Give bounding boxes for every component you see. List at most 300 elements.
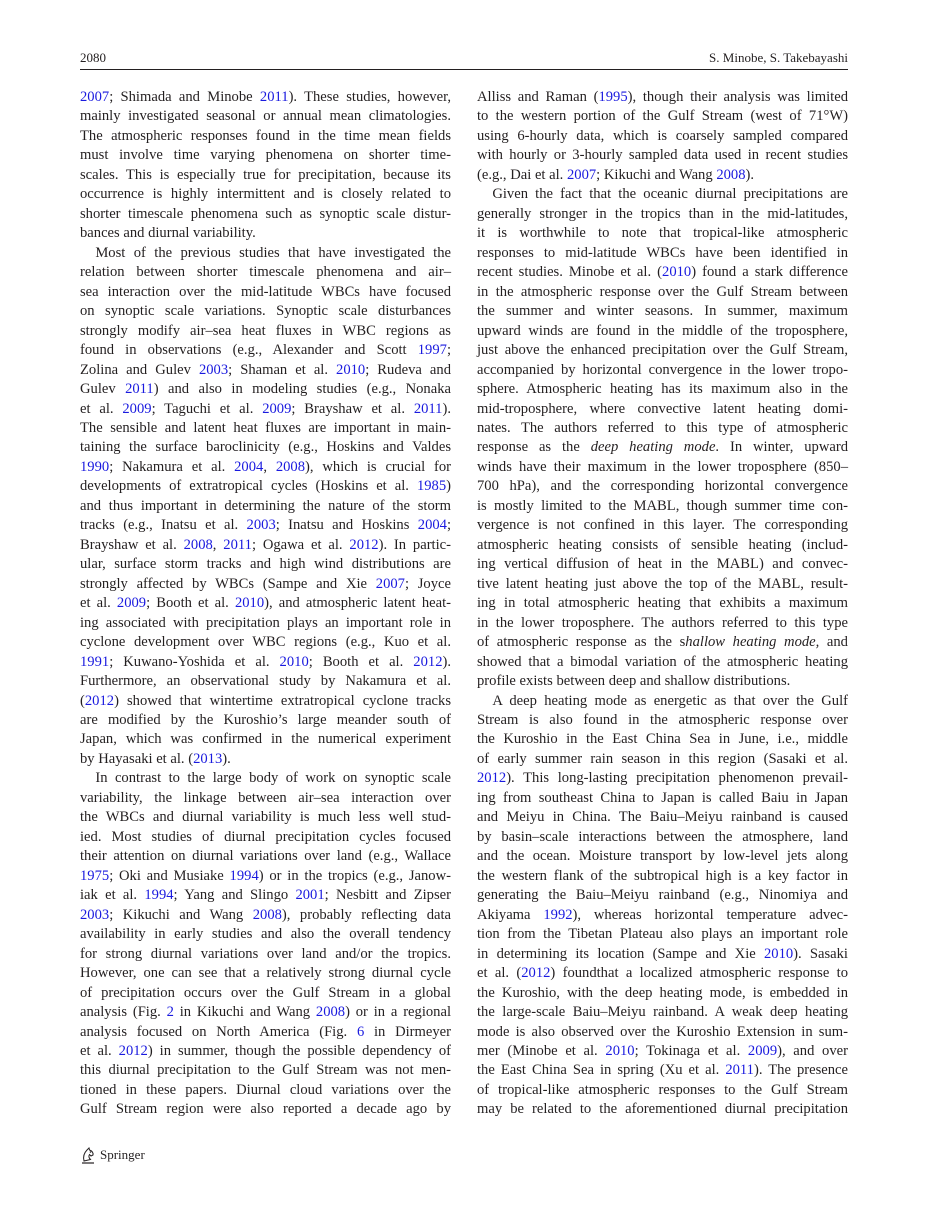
text-run: mode is also observed over the Kuroshio Extension in sum- <box>477 1023 848 1040</box>
text-run: the WBCs and diurnal variability is much less well stud- <box>80 809 451 826</box>
text-run: availability in early studies and also the overall tendency <box>80 926 451 943</box>
text-line <box>80 88 451 107</box>
text-run: ). These studies, however, <box>288 89 451 105</box>
text-line <box>80 166 451 185</box>
text-line <box>80 419 451 438</box>
text-line <box>477 750 848 769</box>
text-line <box>80 516 451 535</box>
citation-link[interactable]: 2007 <box>375 575 405 592</box>
text-run: and the ocean. Moisture transport by low-level jets along <box>477 848 848 865</box>
text-run: ) and also in modeling studies (e.g., Nonaka <box>153 381 451 398</box>
text-run: ) showed that wintertime extratropical cyclone tracks <box>114 692 451 709</box>
text-run: ; Taguchi et al. <box>151 400 263 417</box>
citation-link[interactable]: 2009 <box>747 1042 778 1059</box>
text-run: ing in total atmospheric heating that exhibits a maximum <box>477 595 848 612</box>
text-run: responses to mid-latitude WBCs have been identified in <box>477 244 848 261</box>
text-run: and <box>819 634 848 651</box>
citation-link[interactable]: 2007 <box>566 166 597 183</box>
text-run: of atmospheric response as the s <box>477 634 686 651</box>
text-line <box>80 711 451 730</box>
text-run: scales. This is especially true for precipitation, because its <box>80 166 451 183</box>
text-run: ; Shimada and Minobe <box>109 89 260 105</box>
text-line <box>477 984 848 1003</box>
text-run: tracks (e.g., Inatsu et al. <box>80 517 247 534</box>
text-line <box>477 633 848 652</box>
text-line <box>477 380 848 399</box>
text-run: accompanied by horizontal convergence in the lower tropo- <box>477 361 848 378</box>
text-line <box>80 1003 451 1022</box>
text-run: winds have their maximum in the lower troposphere (850– <box>477 458 848 475</box>
paragraph <box>477 692 848 1120</box>
text-line <box>80 224 451 243</box>
text-run: ) <box>446 478 451 495</box>
text-run: The atmospheric responses found in the time mean fields <box>80 127 451 144</box>
text-line <box>477 1081 848 1100</box>
text-line <box>477 1100 848 1119</box>
text-run: ; <box>446 517 452 534</box>
text-run: iak et al. <box>80 887 145 904</box>
text-run: mer (Minobe et al. <box>477 1042 606 1059</box>
text-line <box>477 458 848 477</box>
text-line <box>477 730 848 749</box>
citation-link[interactable]: 2012 <box>477 770 507 787</box>
paragraph <box>80 244 451 770</box>
text-run: Gulf Stream region were also reported a decade ago by <box>80 1101 451 1118</box>
text-line <box>477 653 848 672</box>
text-line <box>477 224 848 243</box>
text-run: using 6-hourly data, which is coarsely sampled compared <box>477 127 848 144</box>
left-column <box>80 88 451 1120</box>
text-run: showed that a bimodal variation of the atmospheric heating <box>477 653 848 670</box>
text-run: ). <box>745 166 755 183</box>
text-run: ), which is crucial for <box>305 458 452 475</box>
citation-link[interactable]: 1994 <box>229 867 259 884</box>
citation-link[interactable]: 2008 <box>716 166 746 183</box>
text-run: , <box>263 458 276 475</box>
text-line <box>477 438 848 457</box>
text-run: et al. <box>80 400 123 417</box>
header-rule <box>80 69 848 70</box>
text-line <box>477 88 848 107</box>
text-line <box>477 419 848 438</box>
text-line <box>477 1061 848 1080</box>
citation-link[interactable]: 2001 <box>295 887 325 904</box>
text-line <box>477 146 848 165</box>
text-run: ; Nesbitt and Zipser <box>324 887 451 904</box>
text-run: ing associated with precipitation plays an important role in <box>80 614 451 631</box>
text-run: strongly modify air–sea heat fluxes in WBC regions as <box>80 322 451 339</box>
text-run: et al. ( <box>477 965 522 982</box>
text-run: tioned in these papers. Diurnal cloud variations over the <box>80 1081 451 1098</box>
text-line <box>80 361 451 380</box>
paragraph <box>80 769 451 1119</box>
text-run: Zolina and Gulev <box>80 361 199 378</box>
text-run: ; Yang and Slingo <box>173 887 296 904</box>
text-run: found in observations (e.g., Alexander and Scott <box>80 342 418 359</box>
text-run: with hourly or 3-hourly sampled data used in recent studies <box>477 147 848 164</box>
text-run: ; Tokinaga et al. <box>634 1042 748 1059</box>
text-run: and thus important in determining the nature of the storm <box>80 497 451 514</box>
citation-link[interactable]: 2011 <box>413 400 443 417</box>
text-line <box>80 964 451 983</box>
text-run: (e.g., Dai et al. <box>477 166 567 183</box>
text-run: ), whereas horizontal temperature advec- <box>572 906 848 923</box>
text-run: mid-troposphere, where convective latent heating domi- <box>477 400 848 417</box>
text-run: ing vertical diffusion of heat in the MABL) and convec- <box>477 556 848 573</box>
text-run: upward winds are found in the middle of the troposphere, <box>477 322 848 339</box>
text-run: ). Sasaki <box>793 945 848 962</box>
citation-link[interactable]: 2004 <box>234 458 264 475</box>
text-line <box>477 166 848 185</box>
text-line <box>477 828 848 847</box>
text-run: strongly affected by WBCs (Sampe and Xie <box>80 575 376 592</box>
text-run: ), though their analysis was limited <box>627 89 849 105</box>
text-run: ; Brayshaw et al. <box>291 400 414 417</box>
text-run: ; Joyce <box>404 575 451 592</box>
citation-link[interactable]: 1997 <box>417 342 447 359</box>
citation-link[interactable]: 2012 <box>118 1042 148 1059</box>
text-run: Brayshaw et al. <box>80 536 184 553</box>
text-run: The sensible and latent heat fluxes are important in main- <box>80 419 451 436</box>
citation-link[interactable]: 1992 <box>543 906 573 923</box>
text-line <box>477 1003 848 1022</box>
text-line <box>80 828 451 847</box>
text-run: ; Booth et al. <box>146 595 235 612</box>
text-line <box>80 302 451 321</box>
text-run: recent studies. Minobe et al. ( <box>477 264 663 281</box>
text-run: et al. <box>80 1042 119 1059</box>
text-line <box>80 205 451 224</box>
text-run: ). The presence <box>753 1062 849 1079</box>
text-run: nates. The authors referred to this type of atmospheric <box>477 419 848 436</box>
text-line <box>80 497 451 516</box>
text-line <box>80 633 451 652</box>
citation-link[interactable]: 1991 <box>80 653 110 670</box>
text-run: response as the <box>477 439 591 456</box>
page-number: 2080 <box>80 50 106 65</box>
text-line <box>477 107 848 126</box>
text-line <box>80 244 451 263</box>
text-run: A deep heating mode as energetic as that over the Gulf <box>492 692 848 709</box>
citation-link[interactable]: 2003 <box>80 906 110 923</box>
text-run: ; Ogawa et al. <box>251 536 350 553</box>
citation-link[interactable]: 2012 <box>413 653 443 670</box>
text-line <box>477 341 848 360</box>
text-line <box>80 789 451 808</box>
text-line <box>80 322 451 341</box>
text-line <box>477 575 848 594</box>
text-line <box>80 730 451 749</box>
citation-link[interactable]: 2010 <box>279 653 309 670</box>
text-run: in the lower troposphere. The authors referred to this type <box>477 614 848 631</box>
text-run: relation between shorter timescale phenomena and air– <box>80 264 451 281</box>
citation-link[interactable]: 2003 <box>246 517 276 534</box>
citation-link[interactable]: 2011 <box>259 89 289 105</box>
text-run: it is worthwhile to note that tropical-like atmospheric <box>477 225 848 242</box>
text-run: taining the surface baroclinicity (e.g., Hoskins and Valdes <box>80 439 451 456</box>
text-run: ) found a stark difference <box>691 264 848 281</box>
text-run: bances and diurnal variability. <box>80 225 256 242</box>
text-line <box>80 380 451 399</box>
text-run: Most of the previous studies that have investigated the <box>95 244 451 261</box>
citation-link[interactable]: 2007 <box>80 89 110 105</box>
text-run: analysis focused on North America (Fig. <box>80 1023 357 1040</box>
text-run: Stream is also found in the atmospheric response over <box>477 712 848 728</box>
text-line <box>477 769 848 788</box>
text-line <box>477 692 848 711</box>
text-line <box>80 263 451 282</box>
text-run: However, one can see that a relatively strong diurnal cycle <box>80 965 451 982</box>
citation-link[interactable]: 2008 <box>315 1004 346 1021</box>
text-run: ) or in a regional <box>345 1004 452 1021</box>
text-line <box>477 497 848 516</box>
text-line <box>80 575 451 594</box>
citation-link[interactable]: 2011 <box>125 381 154 398</box>
text-line <box>477 906 848 925</box>
text-run: ; <box>446 342 451 359</box>
text-run: vergence is not confined in this layer. The corresponding <box>477 517 848 534</box>
text-run: ing from southeast China to Japan is called Baiu in Japan <box>477 789 848 806</box>
text-run: in determining its location (Sampe and Xie <box>477 945 764 962</box>
text-run: ). <box>442 653 451 670</box>
text-line <box>80 614 451 633</box>
text-run: ) foundthat a localized atmospheric response to <box>550 965 848 982</box>
text-run: ; Oki and Musiake <box>109 867 230 884</box>
text-line <box>80 477 451 496</box>
text-line <box>80 146 451 165</box>
citation-link[interactable]: 2003 <box>198 361 229 378</box>
text-run: must involve time varying phenomena on shorter time- <box>80 147 451 164</box>
text-run: the large-scale Baiu–Meiyu rainband. A weak deep heating <box>477 1004 848 1021</box>
text-line <box>477 516 848 535</box>
citation-link[interactable]: 6 <box>356 1023 365 1040</box>
text-line <box>477 925 848 944</box>
text-line <box>477 400 848 419</box>
text-run: on synoptic scale variations. Synoptic scale disturbances <box>80 303 451 320</box>
citation-link[interactable]: 2012 <box>521 965 551 982</box>
text-run: Given the fact that the oceanic diurnal precipitations are <box>492 186 848 203</box>
citation-link[interactable]: 2010 <box>763 945 794 962</box>
text-line <box>477 244 848 263</box>
text-run: just above the enhanced precipitation over the Gulf Stream, <box>477 342 848 359</box>
text-run: in Kikuchi and Wang <box>173 1004 316 1021</box>
text-run: ). <box>222 750 231 767</box>
text-run: tive latent heating just above the top of the MABL, result- <box>477 575 848 592</box>
italic-term: deep heating mode <box>590 439 716 456</box>
text-line <box>477 711 848 730</box>
text-run: the Kuroshio in the East China Sea in June, i.e., middle <box>477 731 848 748</box>
text-line <box>80 906 451 925</box>
text-run: variability, the linkage between air–sea interaction over <box>80 789 451 806</box>
text-line <box>80 458 451 477</box>
text-line <box>477 808 848 827</box>
text-line <box>477 322 848 341</box>
text-run: generating the Baiu–Meiyu rainband (e.g., Ninomiya and <box>477 887 848 904</box>
text-line <box>477 361 848 380</box>
citation-link[interactable]: 2009 <box>122 400 152 417</box>
text-line <box>80 185 451 204</box>
text-run: shorter timescale phenomena such as synoptic scale distur- <box>80 205 451 222</box>
citation-link[interactable]: 2010 <box>605 1042 635 1059</box>
text-run: in the atmospheric response over the Gulf Stream between <box>477 283 848 300</box>
text-run: of precipitation occurs over the Gulf Stream in a global <box>80 984 451 1001</box>
text-run: ). This long-lasting precipitation phenomenon prevail- <box>506 770 848 787</box>
paragraph <box>477 185 848 691</box>
citation-link[interactable]: 2010 <box>662 264 692 281</box>
text-run: sea interaction over the mid-latitude WBCs have focused <box>80 283 451 300</box>
text-run: ; Nakamura et al. <box>109 458 235 475</box>
text-line <box>80 1042 451 1061</box>
text-line <box>80 438 451 457</box>
text-line <box>477 964 848 983</box>
text-line <box>477 594 848 613</box>
text-run: of tropical-like atmospheric responses to the Gulf Stream <box>477 1081 848 1098</box>
text-line <box>80 867 451 886</box>
text-line <box>477 1042 848 1061</box>
text-line <box>477 867 848 886</box>
paragraph <box>80 88 451 244</box>
citation-link[interactable]: 2009 <box>262 400 292 417</box>
text-run: ; Kikuchi and Wang <box>109 906 253 923</box>
text-line <box>80 925 451 944</box>
text-line <box>477 886 848 905</box>
text-run: , <box>212 536 224 553</box>
text-run: Alliss and Raman ( <box>477 89 599 105</box>
text-line <box>80 692 451 711</box>
text-run: Gulev <box>80 381 126 398</box>
text-line <box>80 672 451 691</box>
citation-link[interactable]: 2012 <box>349 536 379 553</box>
text-run: ), and over <box>777 1042 848 1059</box>
text-run: by Hayasaki et al. ( <box>80 750 194 767</box>
text-run: the western flank of the subtropical high is a key factor in <box>477 867 848 884</box>
text-run: may be related to the aforementioned diurnal precipitation <box>477 1101 848 1118</box>
text-line <box>80 536 451 555</box>
text-run: ), and atmospheric latent heat- <box>264 595 451 612</box>
text-line <box>477 945 848 964</box>
text-run: analysis (Fig. <box>80 1004 167 1021</box>
text-run: and Meiyu in China. The Baiu–Meiyu rainband is caused <box>477 809 848 826</box>
citation-link[interactable]: 2013 <box>193 750 223 767</box>
text-run: by basin–scale interactions between the atmosphere, land <box>477 828 848 845</box>
running-header <box>80 50 848 70</box>
citation-link[interactable]: 2008 <box>275 458 305 475</box>
text-run: tion from the Tibetan Plateau also plays an important role <box>477 926 848 943</box>
citation-link[interactable]: 2 <box>166 1004 174 1021</box>
springer-horse-logo-icon <box>80 1147 96 1164</box>
citation-link[interactable]: 2008 <box>183 536 213 553</box>
text-run: 700 hPa), and the corresponding horizontal convergence <box>477 478 848 495</box>
citation-link[interactable]: 1995 <box>598 89 628 105</box>
text-run: ; Rudeva and <box>365 361 451 378</box>
text-line <box>477 127 848 146</box>
text-run: profile exists between deep and shallow distributions. <box>477 673 791 690</box>
text-run: ). In partic- <box>378 536 451 553</box>
paragraph <box>477 88 848 185</box>
text-run: this diurnal precipitation to the Gulf Stream was not men- <box>80 1062 451 1079</box>
text-run: ; Kuwano-Yoshida et al. <box>109 653 280 670</box>
text-line <box>80 107 451 126</box>
text-run: ; Shaman et al. <box>228 361 337 378</box>
citation-link[interactable]: 2011 <box>725 1062 754 1079</box>
text-run: In contrast to the large body of work on synoptic scale <box>95 770 451 787</box>
text-line <box>80 1061 451 1080</box>
text-run: occurrence is highly intermittent and is closely related to <box>80 186 451 203</box>
text-run: developments of extratropical cycles (Hoskins et al. <box>80 478 417 495</box>
text-line <box>80 283 451 302</box>
text-run: ied. Most studies of diurnal precipitation cycles focused <box>80 828 451 845</box>
text-line <box>80 341 451 360</box>
citation-link[interactable]: 2009 <box>116 595 147 612</box>
text-line <box>80 555 451 574</box>
text-run: ; Booth et al. <box>308 653 414 670</box>
citation-link[interactable]: 1994 <box>144 887 174 904</box>
text-run: of early summer rain season in this region (Sasaki et al. <box>477 750 848 767</box>
text-line <box>80 400 451 419</box>
text-line <box>477 555 848 574</box>
italic-term: hallow heating mode, <box>685 634 820 651</box>
citation-link[interactable]: 2004 <box>417 517 447 534</box>
text-run: ; Kikuchi and Wang <box>596 166 717 183</box>
right-column <box>477 88 848 1120</box>
text-run: the summer and winter seasons. In summer, maximum <box>477 303 848 320</box>
citation-link[interactable]: 2011 <box>223 536 252 553</box>
text-run: to the western portion of the Gulf Stream (west of 71°W) <box>477 108 848 125</box>
text-line <box>80 1023 451 1042</box>
citation-link[interactable]: 2010 <box>336 361 366 378</box>
text-run: generally stronger in the tropics than in the mid-latitudes, <box>477 205 848 222</box>
text-line <box>80 653 451 672</box>
citation-link[interactable]: 1985 <box>416 478 447 495</box>
text-line <box>477 302 848 321</box>
text-run: ), probably reflecting data <box>281 906 452 923</box>
text-run: Akiyama <box>477 906 544 923</box>
text-line <box>80 750 451 769</box>
text-run: atmospheric heating consists of sensible heating (includ- <box>477 536 848 553</box>
text-run: ( <box>80 692 85 709</box>
text-line <box>80 886 451 905</box>
citation-link[interactable]: 1990 <box>80 458 110 475</box>
text-line <box>80 847 451 866</box>
text-line <box>477 614 848 633</box>
citation-link[interactable]: 2012 <box>84 692 115 709</box>
text-run: mainly investigated seasonal or annual mean climatologies. <box>80 108 451 125</box>
text-run: ular, surface storm tracks and high wind distributions are <box>80 556 451 573</box>
footer <box>80 1145 145 1165</box>
citation-link[interactable]: 2008 <box>252 906 282 923</box>
citation-link[interactable]: 1975 <box>80 867 110 884</box>
text-line <box>80 127 451 146</box>
text-run: ). <box>442 400 451 417</box>
text-run: for strong diurnal variations over land and/or the tropics. <box>80 945 451 962</box>
text-run: in Dirmeyer <box>364 1023 451 1040</box>
text-line <box>477 477 848 496</box>
text-line <box>477 789 848 808</box>
running-head-authors: S. Minobe, S. Takebayashi <box>709 50 848 65</box>
text-line <box>477 1023 848 1042</box>
text-line <box>80 984 451 1003</box>
text-line <box>477 847 848 866</box>
text-line <box>80 1081 451 1100</box>
citation-link[interactable]: 2010 <box>234 595 265 612</box>
text-run: Furthermore, an observational study by Nakamura et al. <box>80 673 451 690</box>
text-run: et al. <box>80 595 117 612</box>
publisher-name: Springer <box>100 1147 145 1162</box>
text-run: their attention on diurnal variations over land (e.g., Wallace <box>80 848 451 865</box>
text-run: the Kuroshio, with the deep heating mode, is embedded in <box>477 984 848 1001</box>
text-line <box>80 808 451 827</box>
text-run: . In winter, upward <box>715 439 848 456</box>
